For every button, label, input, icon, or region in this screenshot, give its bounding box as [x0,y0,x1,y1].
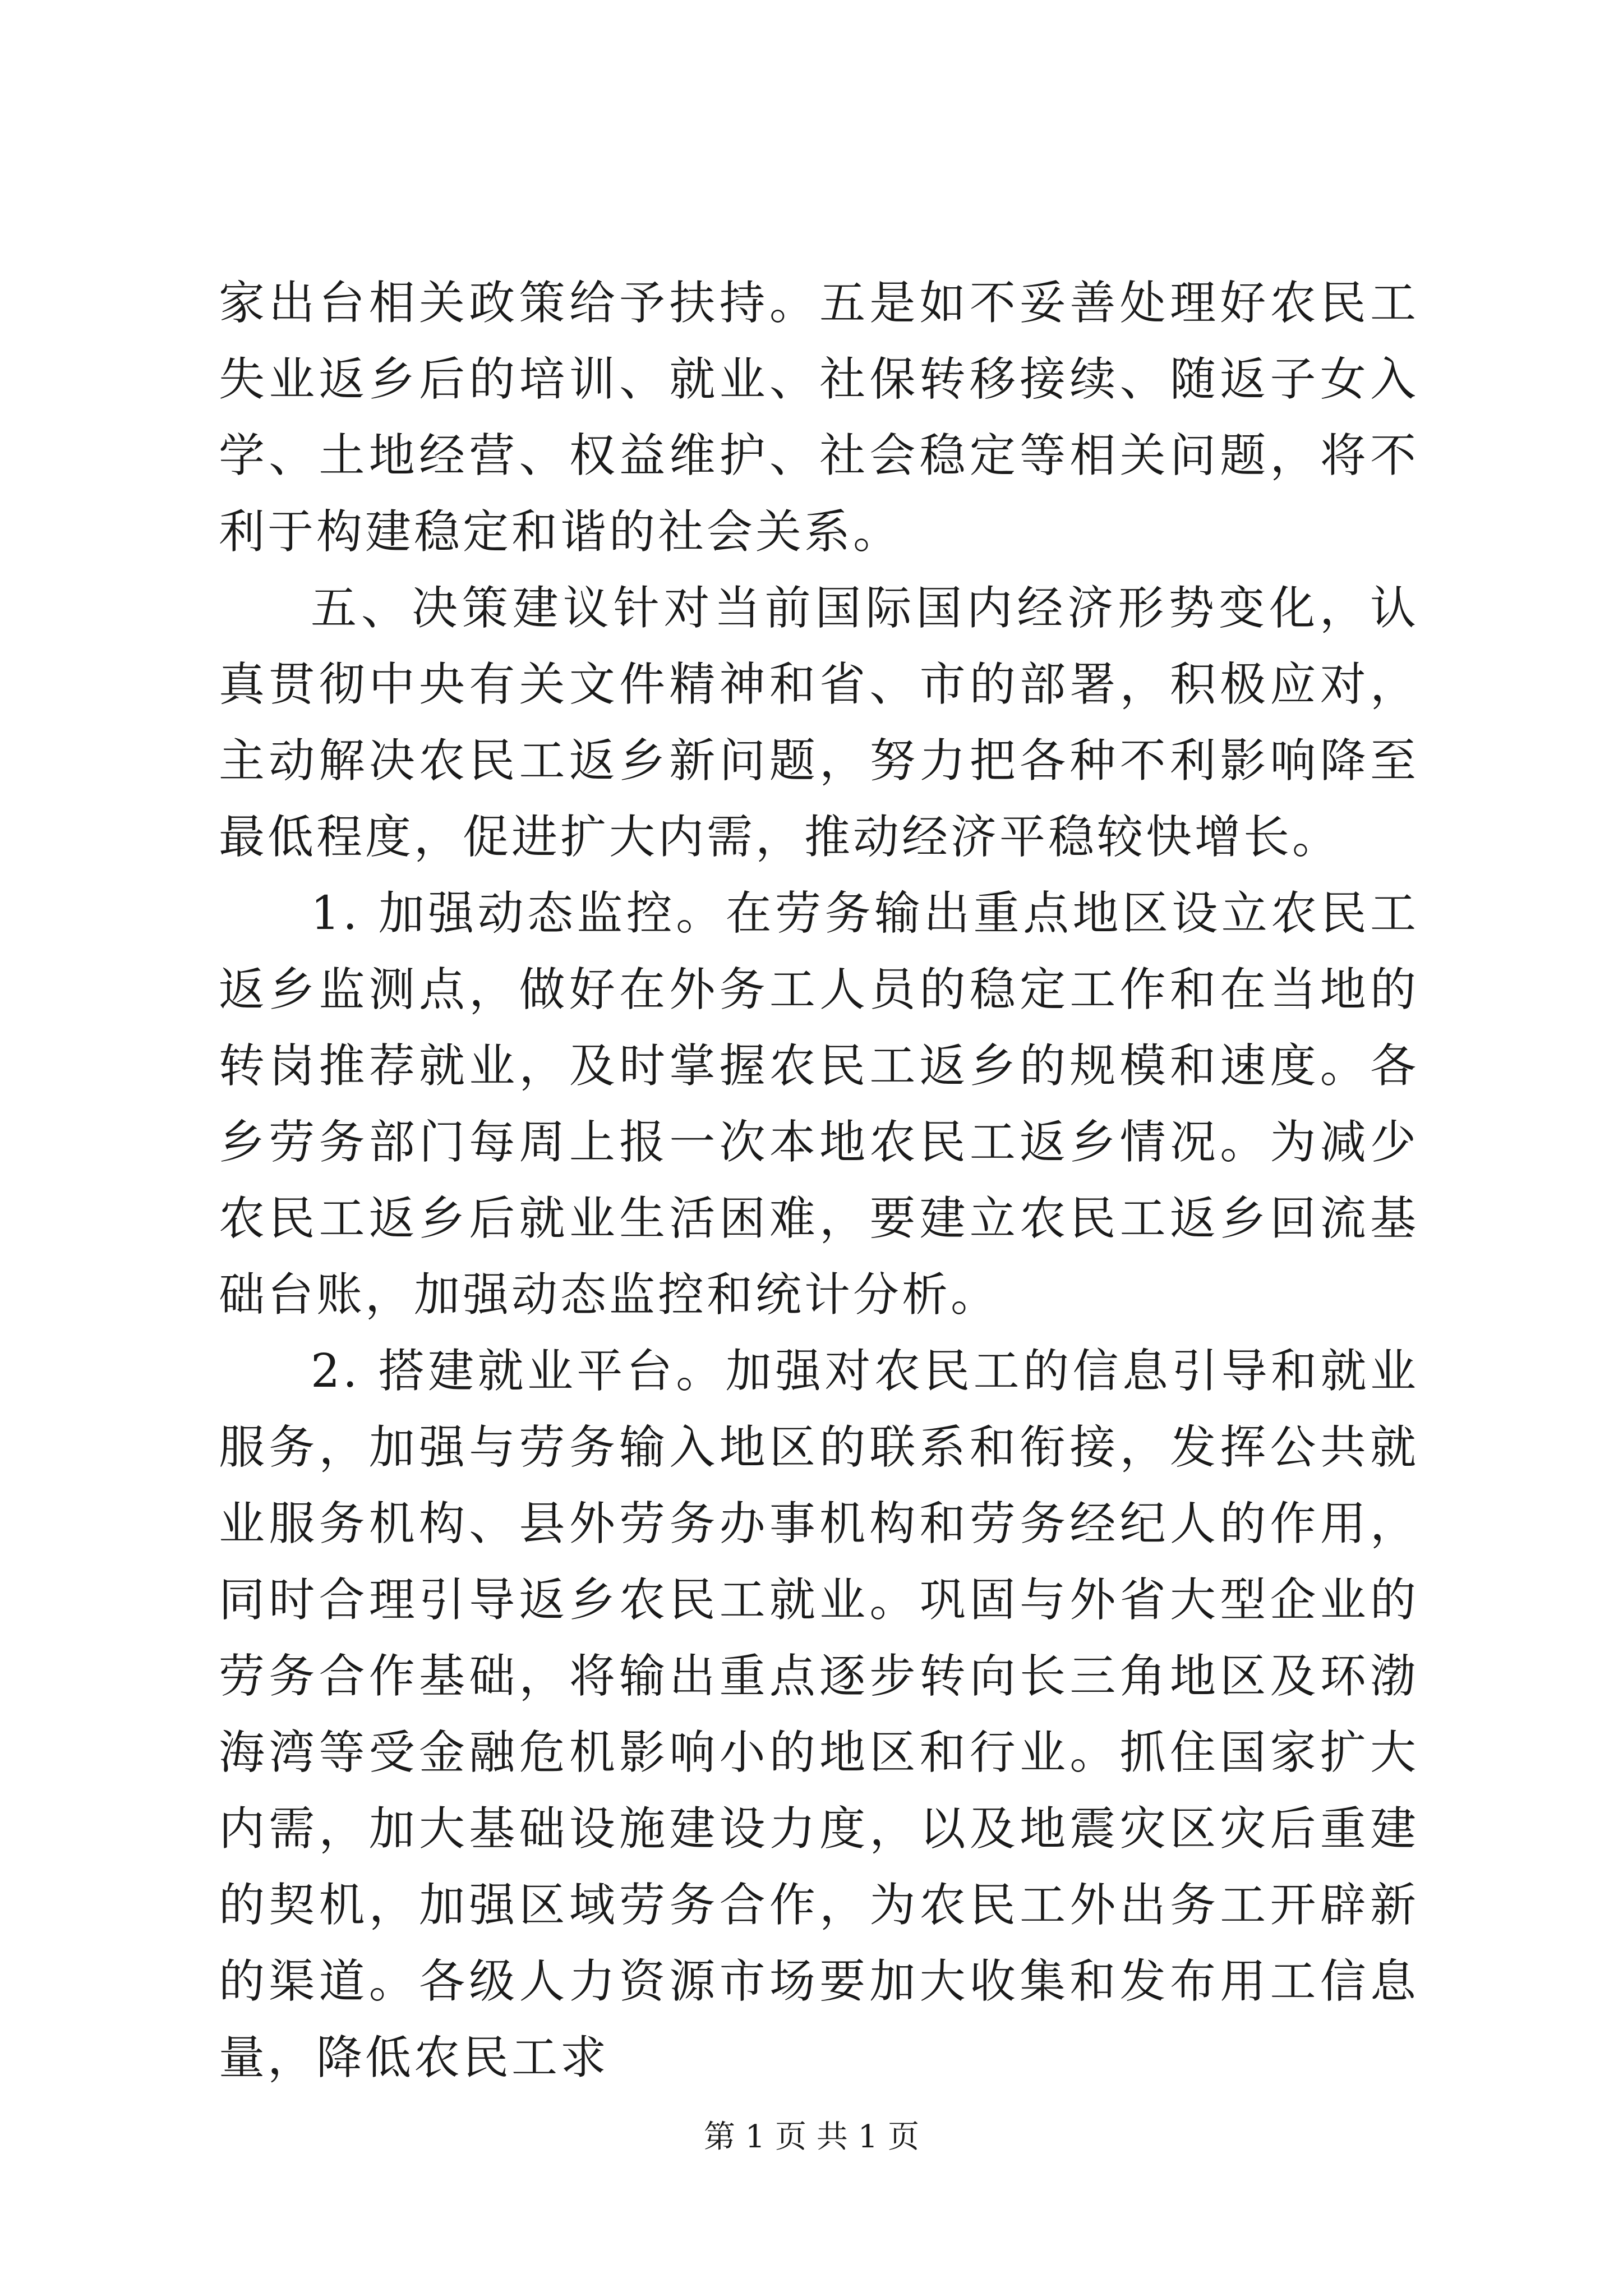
paragraph-4: 2. 搭建就业平台。加强对农民工的信息引导和就业服务，加强与劳务输入地区的联系和衔接，发挥公共就业服务机构、县外劳务办事机构和劳务经纪人的作用，同时合理引导返乡农民工就业。巩固与外省大型企业的劳务合作基础，将输出重点逐步转向长三角地区及环渤海湾等受金融危机影响小的地区和行业。抓住国家扩大内需，加大基础设施建设力度，以及地震灾区灾后重建的契机，加强区域劳务合作，为农民工外出务工开辟新的渠道。各级人力资源市场要加大收集和发布用工信息量，降低农民工求 [219,1345,1419,2085]
paragraph-1: 家出台相关政策给予扶持。五是如不妥善处理好农民工失业返乡后的培训、就业、社保转移接续、随返子女入学、土地经营、权益维护、社会稳定等相关问题，将不利于构建稳定和谐的社会关系。 [219,277,1419,559]
page-footer: 第 1 页 共 1 页 [703,2119,920,2155]
document-body [219,265,1419,2096]
paragraph-2: 五、决策建议针对当前国际国内经济形势变化，认真贯彻中央有关文件精神和省、市的部署，积极应对，主动解决农民工返乡新问题，努力把各种不利影响降至最低程度，促进扩大内需，推动经济平稳较快增长。 [219,582,1419,864]
paragraph-3: 1. 加强动态监控。在劳务输出重点地区设立农民工返乡监测点，做好在外务工人员的稳定工作和在当地的转岗推荐就业，及时掌握农民工返乡的规模和速度。各乡劳务部门每周上报一次本地农民工返乡情况。为减少农民工返乡后就业生活困难，要建立农民工返乡回流基础台账，加强动态监控和统计分析。 [219,887,1419,1322]
